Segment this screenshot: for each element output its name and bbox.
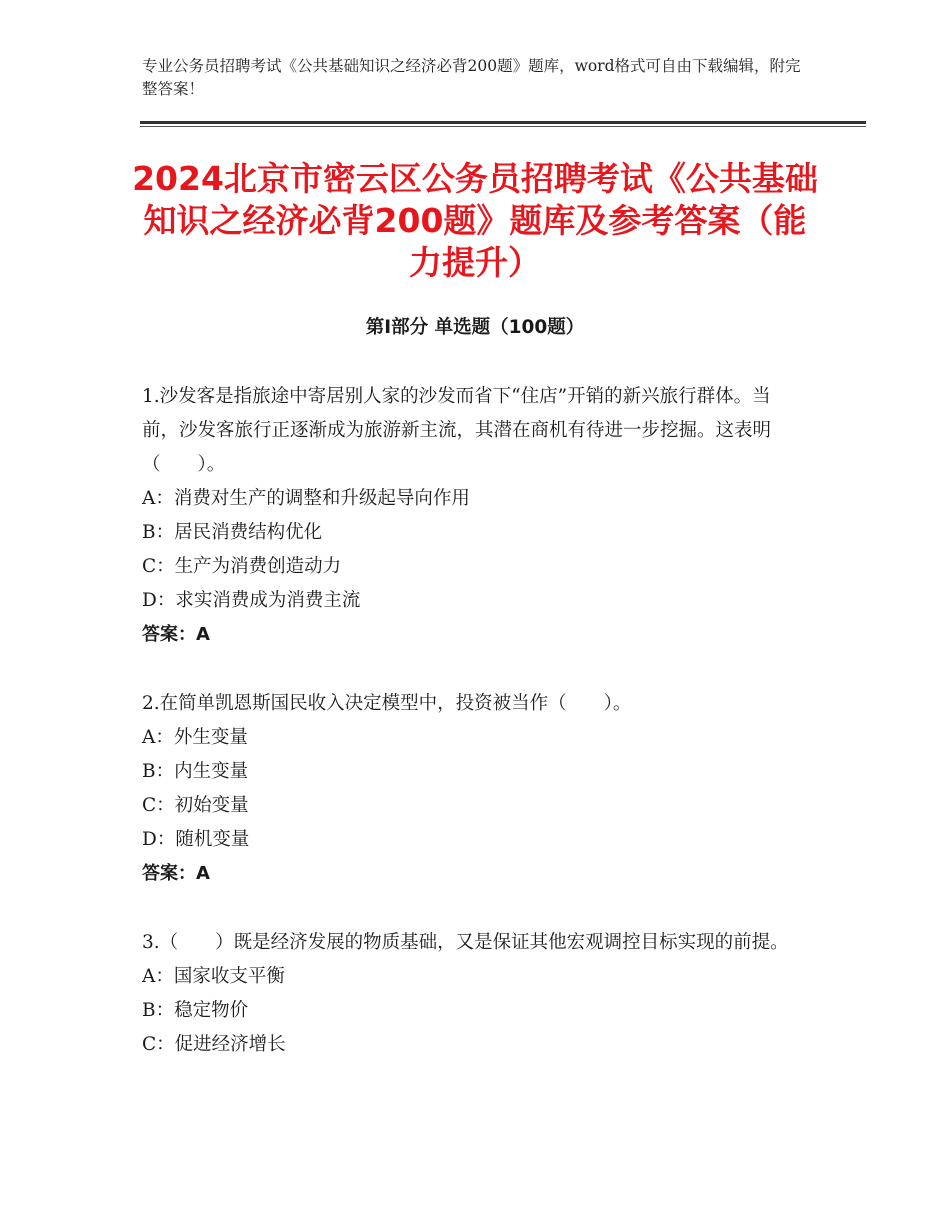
answer-label: 答案：A (142, 863, 210, 884)
question-stem: 1.沙发客是指旅途中寄居别人家的沙发而省下“住店”开销的新兴旅行群体。当前，沙发客旅行正逐渐成为旅游新主流，其潜在商机有待进一步挖掘。这表明（ ）。 (142, 386, 772, 475)
document-title: 2024北京市密云区公务员招聘考试《公共基础知识之经济必背200题》题库及参考答案（能力提升） (132, 159, 818, 282)
option-b: B：内生变量 (142, 761, 249, 782)
header-note: 专业公务员招聘考试《公共基础知识之经济必背200题》题库，word格式可自由下载编辑，附完整答案！ (142, 57, 801, 98)
question-stem: 3.（ ）既是经济发展的物质基础，又是保证其他宏观调控目标实现的前提。 (142, 932, 789, 953)
option-b: B：居民消费结构优化 (142, 522, 323, 543)
option-b: B：稳定物价 (142, 1000, 249, 1021)
option-a: A：国家收支平衡 (142, 966, 285, 987)
question-1 (142, 380, 802, 652)
answer-label: 答案：A (142, 624, 210, 645)
section-title: 第Ⅰ部分 单选题（100题） (365, 317, 585, 338)
option-d: D：随机变量 (142, 829, 250, 850)
question-3 (142, 926, 802, 1062)
option-c: C：生产为消费创造动力 (142, 556, 342, 577)
option-d: D：求实消费成为消费主流 (142, 590, 361, 611)
question-2 (142, 687, 802, 891)
option-a: A：消费对生产的调整和升级起导向作用 (142, 488, 470, 509)
question-stem: 2.在简单凯恩斯国民收入决定模型中，投资被当作（ ）。 (142, 693, 632, 714)
option-a: A：外生变量 (142, 727, 248, 748)
option-c: C：初始变量 (142, 795, 249, 816)
option-c: C：促进经济增长 (142, 1034, 286, 1055)
header-rule-thin (140, 126, 866, 127)
header-rule-thick (140, 121, 866, 124)
